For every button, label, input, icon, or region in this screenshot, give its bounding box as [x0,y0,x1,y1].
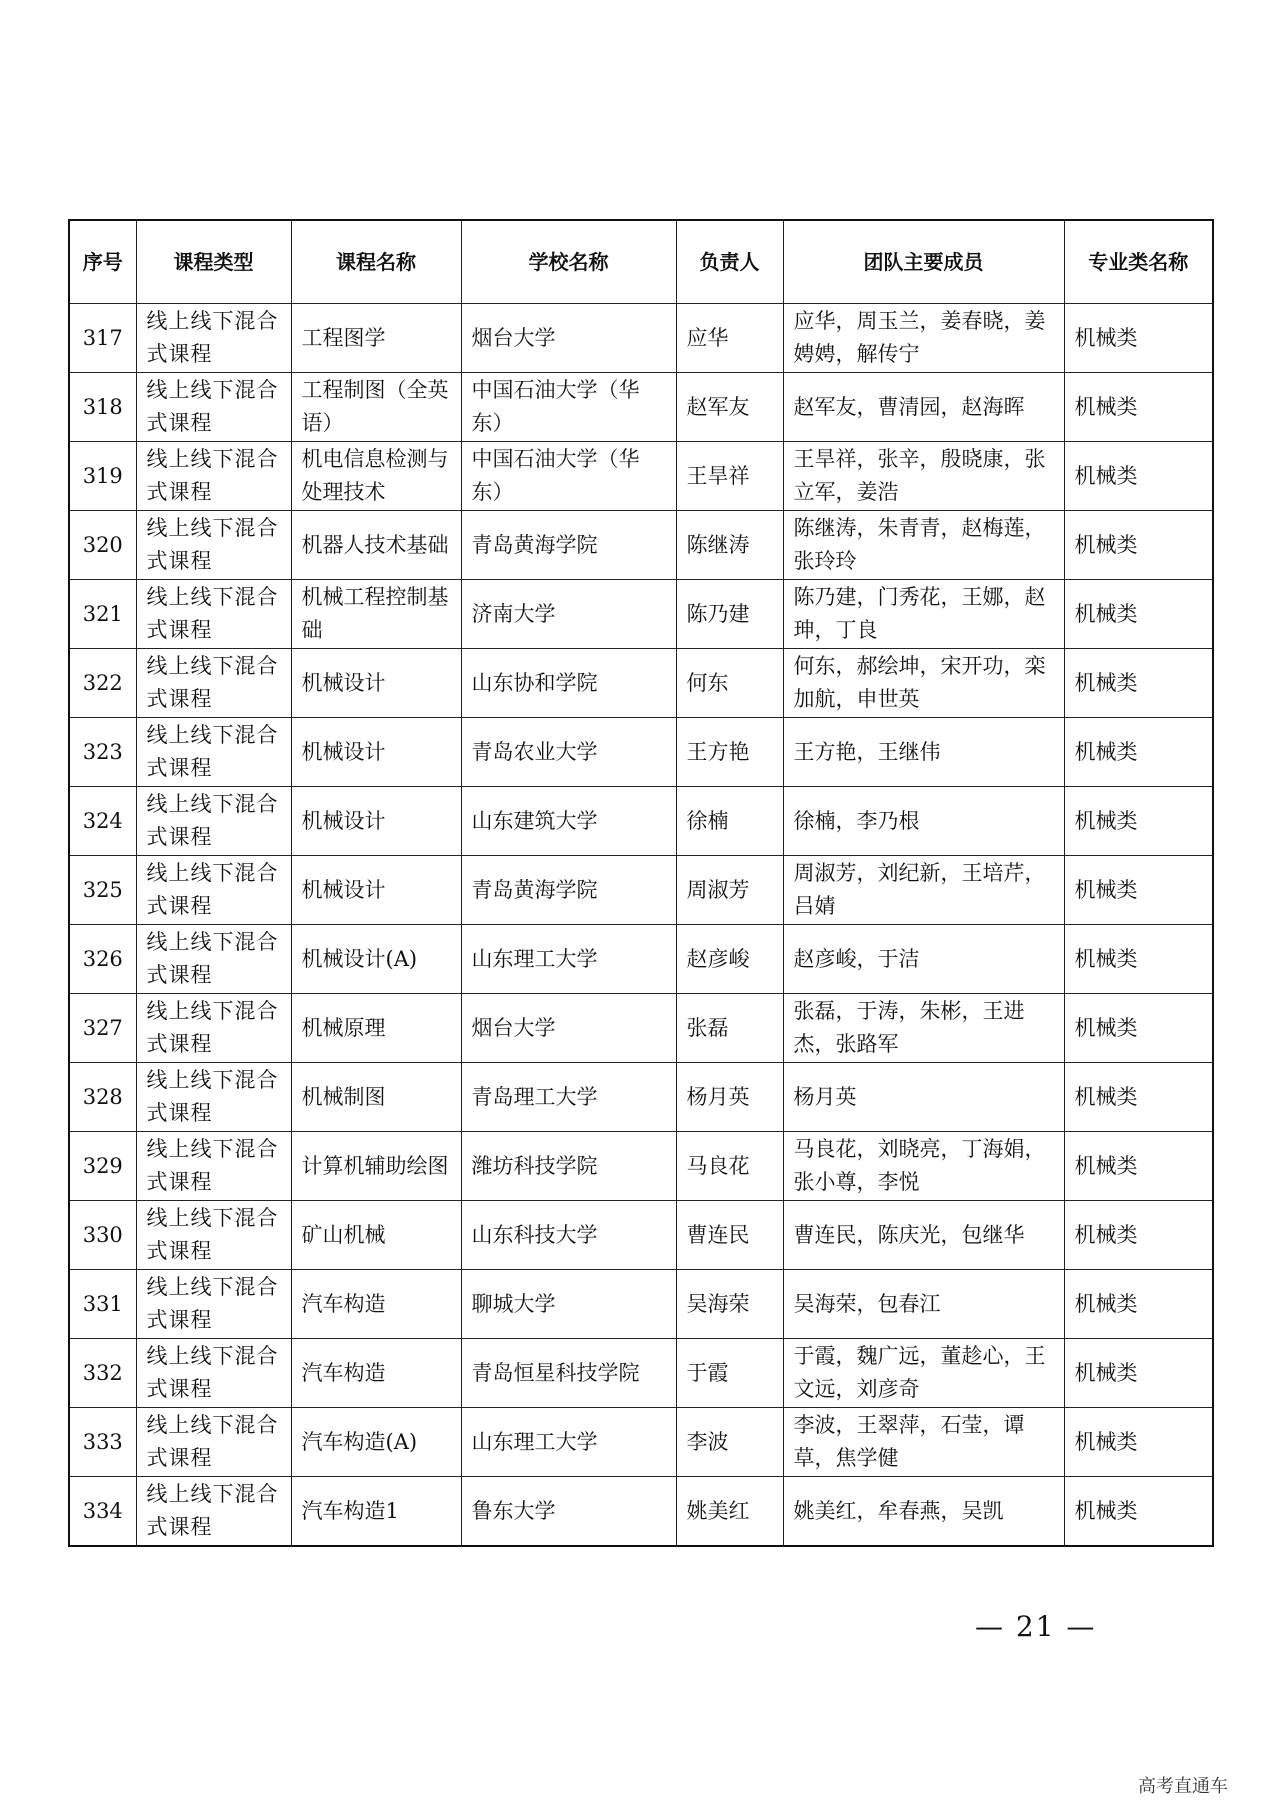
cell-course-type: 线上线下混合式课程 [136,1270,291,1339]
table-row [69,1201,1213,1270]
cell-lead: 何东 [676,649,783,718]
table-row [69,511,1213,580]
cell-lead: 赵彦峻 [676,925,783,994]
cell-course-name: 机电信息检测与处理技术 [291,442,461,511]
cell-school-name: 聊城大学 [461,1270,676,1339]
cell-index: 317 [69,304,136,373]
cell-school-name: 山东科技大学 [461,1201,676,1270]
cell-course-name: 机械设计(A) [291,925,461,994]
table-row [69,1132,1213,1201]
cell-course-name: 汽车构造1 [291,1477,461,1547]
cell-course-name: 机器人技术基础 [291,511,461,580]
table-row [69,1339,1213,1408]
cell-index: 330 [69,1201,136,1270]
cell-team-members: 应华，周玉兰，姜春晓，姜娉娉，解传宁 [783,304,1064,373]
header-row [69,220,1213,304]
cell-index: 318 [69,373,136,442]
cell-school-name: 青岛恒星科技学院 [461,1339,676,1408]
cell-course-name: 计算机辅助绘图 [291,1132,461,1201]
cell-team-members: 徐楠，李乃根 [783,787,1064,856]
cell-course-name: 工程图学 [291,304,461,373]
cell-lead: 张磊 [676,994,783,1063]
cell-course-type: 线上线下混合式课程 [136,373,291,442]
cell-major-category: 机械类 [1064,925,1213,994]
cell-course-type: 线上线下混合式课程 [136,718,291,787]
cell-course-type: 线上线下混合式课程 [136,442,291,511]
cell-index: 328 [69,1063,136,1132]
cell-lead: 王旱祥 [676,442,783,511]
cell-index: 320 [69,511,136,580]
cell-team-members: 陈继涛，朱青青，赵梅莲，张玲玲 [783,511,1064,580]
cell-team-members: 何东，郝绘坤，宋开功，栾加航，申世英 [783,649,1064,718]
cell-major-category: 机械类 [1064,1132,1213,1201]
cell-major-category: 机械类 [1064,1270,1213,1339]
cell-major-category: 机械类 [1064,994,1213,1063]
cell-lead: 应华 [676,304,783,373]
cell-major-category: 机械类 [1064,1201,1213,1270]
table-row [69,787,1213,856]
cell-team-members: 曹连民，陈庆光，包继华 [783,1201,1064,1270]
cell-course-type: 线上线下混合式课程 [136,856,291,925]
cell-school-name: 烟台大学 [461,994,676,1063]
cell-team-members: 王方艳，王继伟 [783,718,1064,787]
cell-lead: 周淑芳 [676,856,783,925]
table-header [69,220,1213,304]
header-course-name: 课程名称 [291,220,461,304]
table-row [69,925,1213,994]
table-row [69,304,1213,373]
cell-school-name: 青岛农业大学 [461,718,676,787]
cell-course-type: 线上线下混合式课程 [136,511,291,580]
cell-course-type: 线上线下混合式课程 [136,1408,291,1477]
table-row [69,649,1213,718]
cell-course-name: 矿山机械 [291,1201,461,1270]
cell-school-name: 潍坊科技学院 [461,1132,676,1201]
cell-major-category: 机械类 [1064,1408,1213,1477]
cell-course-name: 工程制图（全英语） [291,373,461,442]
cell-course-type: 线上线下混合式课程 [136,1201,291,1270]
header-index: 序号 [69,220,136,304]
cell-lead: 马良花 [676,1132,783,1201]
cell-index: 326 [69,925,136,994]
header-course-type: 课程类型 [136,220,291,304]
table-body [69,304,1213,1547]
cell-major-category: 机械类 [1064,787,1213,856]
cell-team-members: 赵彦峻，于洁 [783,925,1064,994]
cell-school-name: 青岛黄海学院 [461,511,676,580]
cell-index: 332 [69,1339,136,1408]
table-row [69,1270,1213,1339]
table-row [69,856,1213,925]
cell-team-members: 王旱祥，张辛，殷晓康，张立军，姜浩 [783,442,1064,511]
cell-course-type: 线上线下混合式课程 [136,787,291,856]
cell-school-name: 中国石油大学（华东） [461,442,676,511]
table-row [69,442,1213,511]
cell-course-name: 机械原理 [291,994,461,1063]
cell-school-name: 济南大学 [461,580,676,649]
cell-major-category: 机械类 [1064,580,1213,649]
cell-school-name: 青岛黄海学院 [461,856,676,925]
cell-index: 334 [69,1477,136,1547]
cell-lead: 陈继涛 [676,511,783,580]
cell-major-category: 机械类 [1064,1063,1213,1132]
cell-course-name: 机械设计 [291,718,461,787]
cell-team-members: 杨月英 [783,1063,1064,1132]
cell-index: 319 [69,442,136,511]
table-row [69,373,1213,442]
cell-course-type: 线上线下混合式课程 [136,304,291,373]
cell-index: 322 [69,649,136,718]
cell-course-name: 机械设计 [291,649,461,718]
cell-school-name: 山东理工大学 [461,925,676,994]
cell-course-type: 线上线下混合式课程 [136,994,291,1063]
cell-course-type: 线上线下混合式课程 [136,1132,291,1201]
cell-lead: 吴海荣 [676,1270,783,1339]
cell-index: 323 [69,718,136,787]
cell-team-members: 姚美红，牟春燕，吴凯 [783,1477,1064,1547]
cell-course-type: 线上线下混合式课程 [136,1063,291,1132]
cell-major-category: 机械类 [1064,1477,1213,1547]
header-team-members: 团队主要成员 [783,220,1064,304]
cell-course-name: 机械设计 [291,787,461,856]
table-row [69,1408,1213,1477]
cell-major-category: 机械类 [1064,718,1213,787]
cell-course-name: 机械工程控制基础 [291,580,461,649]
table-row [69,580,1213,649]
watermark-text: 高考直通车 [1138,1776,1228,1797]
cell-school-name: 山东协和学院 [461,649,676,718]
header-school-name: 学校名称 [461,220,676,304]
cell-course-name: 汽车构造 [291,1339,461,1408]
cell-index: 321 [69,580,136,649]
cell-team-members: 张磊，于涛，朱彬，王进杰，张路军 [783,994,1064,1063]
cell-course-name: 机械制图 [291,1063,461,1132]
cell-major-category: 机械类 [1064,304,1213,373]
cell-course-type: 线上线下混合式课程 [136,649,291,718]
cell-index: 325 [69,856,136,925]
cell-course-name: 汽车构造 [291,1270,461,1339]
cell-lead: 赵军友 [676,373,783,442]
cell-major-category: 机械类 [1064,511,1213,580]
cell-major-category: 机械类 [1064,856,1213,925]
cell-school-name: 鲁东大学 [461,1477,676,1547]
header-major-category: 专业类名称 [1064,220,1213,304]
cell-major-category: 机械类 [1064,373,1213,442]
cell-school-name: 青岛理工大学 [461,1063,676,1132]
cell-course-type: 线上线下混合式课程 [136,1477,291,1547]
cell-school-name: 山东理工大学 [461,1408,676,1477]
table-row [69,718,1213,787]
table-row [69,994,1213,1063]
cell-lead: 于霞 [676,1339,783,1408]
cell-course-name: 机械设计 [291,856,461,925]
cell-school-name: 山东建筑大学 [461,787,676,856]
cell-school-name: 烟台大学 [461,304,676,373]
cell-team-members: 周淑芳，刘纪新，王培芹，吕婧 [783,856,1064,925]
header-lead: 负责人 [676,220,783,304]
cell-lead: 陈乃建 [676,580,783,649]
cell-lead: 曹连民 [676,1201,783,1270]
cell-team-members: 于霞，魏广远，董趁心，王文远，刘彦奇 [783,1339,1064,1408]
table-row [69,1477,1213,1547]
cell-course-name: 汽车构造(A) [291,1408,461,1477]
cell-major-category: 机械类 [1064,442,1213,511]
cell-lead: 王方艳 [676,718,783,787]
cell-index: 329 [69,1132,136,1201]
cell-course-type: 线上线下混合式课程 [136,925,291,994]
cell-major-category: 机械类 [1064,649,1213,718]
cell-team-members: 李波，王翠萍，石莹，谭草，焦学健 [783,1408,1064,1477]
cell-index: 324 [69,787,136,856]
cell-school-name: 中国石油大学（华东） [461,373,676,442]
cell-team-members: 马良花，刘晓亮，丁海娟，张小尊，李悦 [783,1132,1064,1201]
cell-team-members: 吴海荣，包春江 [783,1270,1064,1339]
cell-index: 333 [69,1408,136,1477]
cell-team-members: 陈乃建，门秀花，王娜，赵珅，丁良 [783,580,1064,649]
cell-major-category: 机械类 [1064,1339,1213,1408]
cell-lead: 徐楠 [676,787,783,856]
cell-lead: 杨月英 [676,1063,783,1132]
cell-team-members: 赵军友，曹清园，赵海晖 [783,373,1064,442]
course-table [68,219,1214,1547]
cell-lead: 李波 [676,1408,783,1477]
cell-index: 327 [69,994,136,1063]
cell-course-type: 线上线下混合式课程 [136,580,291,649]
cell-index: 331 [69,1270,136,1339]
cell-lead: 姚美红 [676,1477,783,1547]
page-number: — 21 — [975,1610,1097,1643]
table-row [69,1063,1213,1132]
cell-course-type: 线上线下混合式课程 [136,1339,291,1408]
